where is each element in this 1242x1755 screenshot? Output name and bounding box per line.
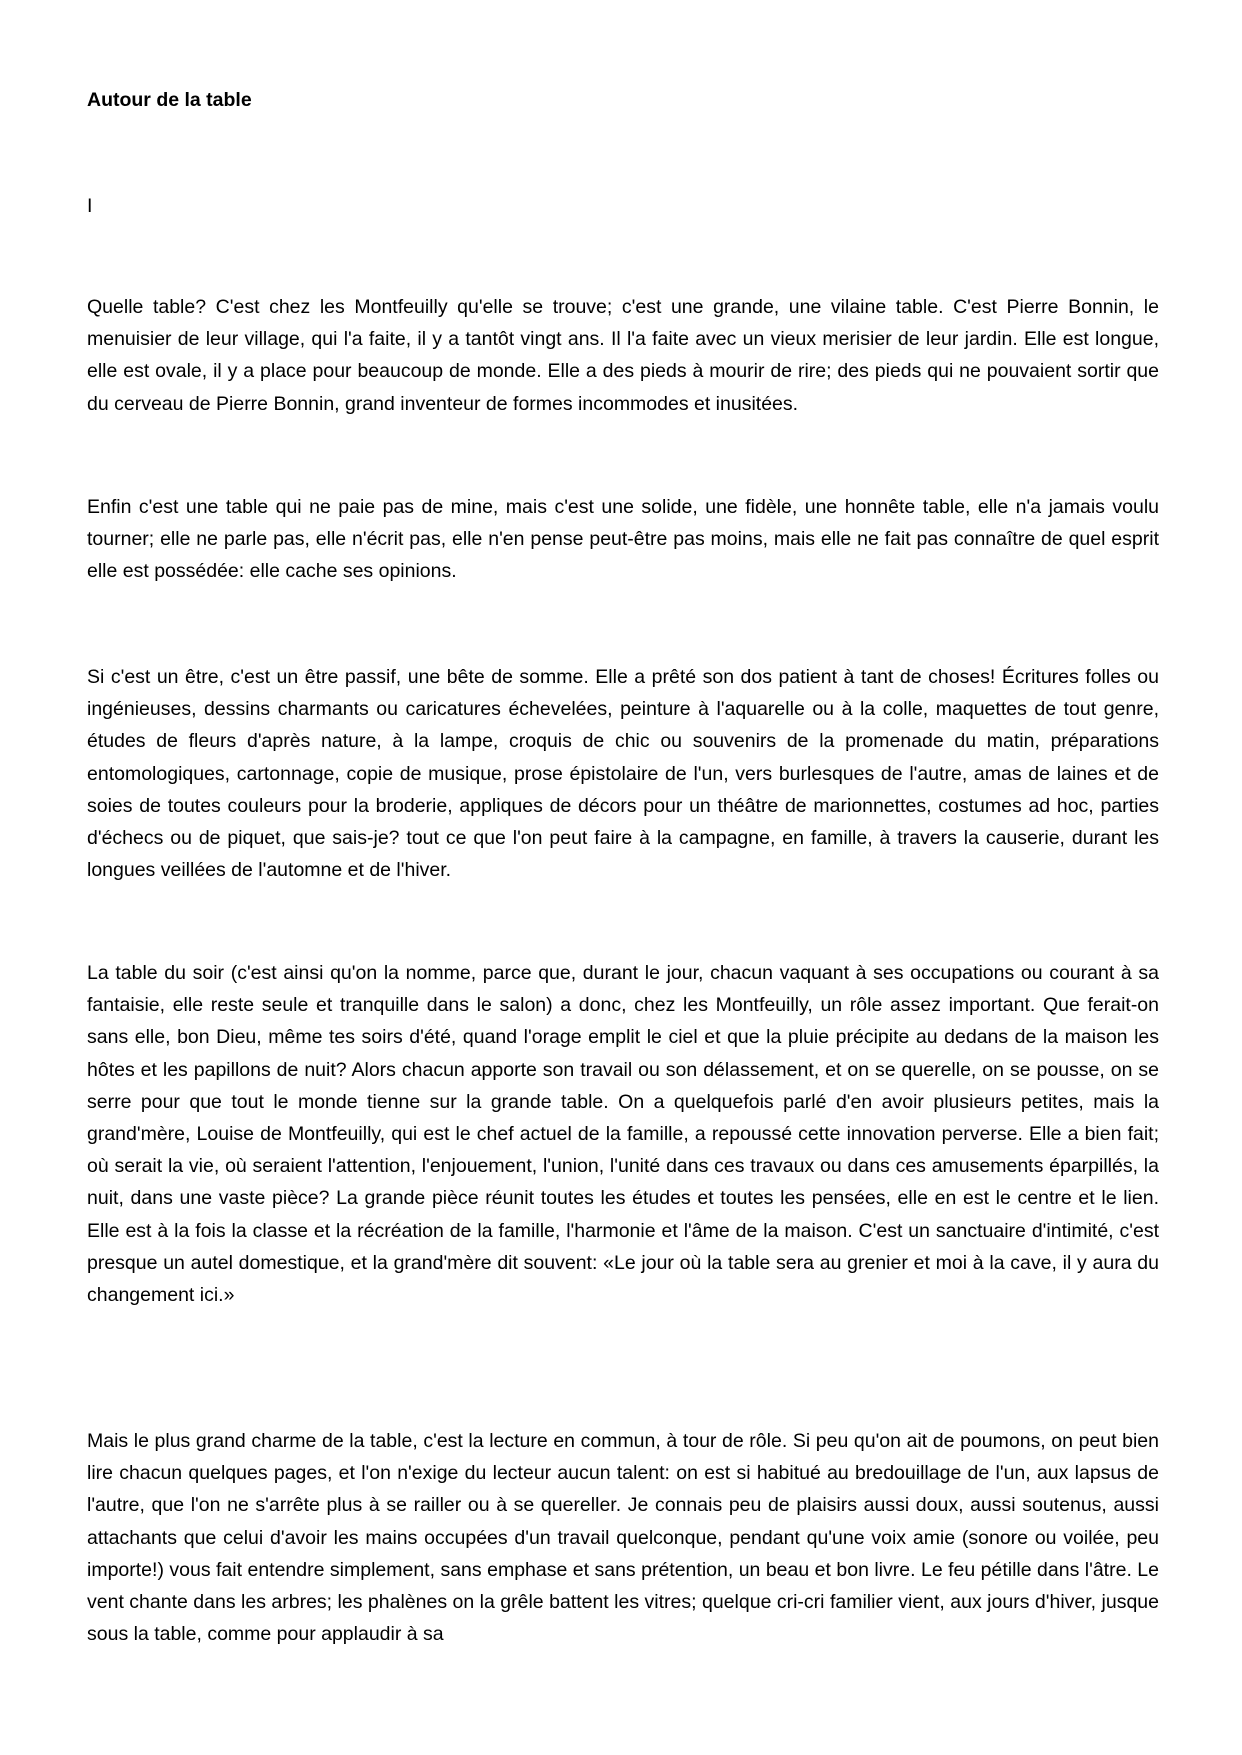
paragraph-5: Mais le plus grand charme de la table, c'est la lecture en commun, à tour de rôle. Si peu qu'on ait de poumons, on peut bien lire chacun quelques pages, et l'on n'exige du lecteur aucun talent: on est si habitué au bredouillage de l'un, aux lapsus de l'autre, que l'on ne s'arrête plus à se railler ou à se quereller. Je connais peu de plaisirs aussi doux, aussi soutenus, aussi attachants que celui d'avoir les mains occupées d'un travail quelconque, pendant qu'une voix amie (sonore ou voilée, peu importe!) vous fait entendre simplement, sans emphase et sans prétention, un beau et bon livre. Le feu pétille dans l'âtre. Le vent chante dans les arbres; les phalènes on la grêle battent les vitres; quelque cri-cri familier vient, aux jours d'hiver, jusque sous la table, comme pour applaudir à sa <box>87 1430 1159 1646</box>
paragraph-3: Si c'est un être, c'est un être passif, une bête de somme. Elle a prêté son dos patient à tant de choses! Écritures folles ou ingénieuses, dessins charmants ou caricatures échevelées, peinture à l'aquarelle ou à la colle, maquettes de tout genre, études de fleurs d'après nature, à la lampe, croquis de chic ou souvenirs de la promenade du matin, préparations entomologiques, cartonnage, copie de musique, prose épistolaire de l'un, vers burlesques de l'autre, amas de laines et de soies de toutes couleurs pour la broderie, appliques de décors pour un théâtre de marionnettes, costumes ad hoc, parties d'échecs ou de piquet, que sais-je? tout ce que l'on peut faire à la campagne, en famille, à travers la causerie, durant les longues veillées de l'automne et de l'hiver. <box>87 666 1159 882</box>
paragraph-4: La table du soir (c'est ainsi qu'on la nomme, parce que, durant le jour, chacun vaquant à ses occupations ou courant à sa fantaisie, elle reste seule et tranquille dans le salon) a donc, chez les Montfeuilly, un rôle assez important. Que ferait-on sans elle, bon Dieu, même tes soirs d'été, quand l'orage emplit le ciel et que la pluie précipite au dedans de la maison les hôtes et les papillons de nuit? Alors chacun apporte son travail ou son délassement, et on se querelle, on se pousse, on se serre pour que tout le monde tienne sur la grande table. On a quelquefois parlé d'en avoir plusieurs petites, mais la grand'mère, Louise de Montfeuilly, qui est le chef actuel de la famille, a repoussé cette innovation perverse. Elle a bien fait; où serait la vie, où seraient l'attention, l'enjouement, l'union, l'unité dans ces travaux ou dans ces amusements éparpillés, la nuit, dans une vaste pièce? La grande pièce réunit toutes les études et toutes les pensées, elle en est le centre et le lien. Elle est à la fois la classe et la récréation de la famille, l'harmonie et l'âme de la maison. C'est un sanctuaire d'intimité, c'est presque un autel domestique, et la grand'mère dit souvent: «Le jour où la table sera au grenier et moi à la cave, il y aura du changement ici.» <box>87 962 1159 1307</box>
paragraph-1: Quelle table? C'est chez les Montfeuilly qu'elle se trouve; c'est une grande, une vilaine table. C'est Pierre Bonnin, le menuisier de leur village, qui l'a faite, il y a tantôt vingt ans. Il l'a faite avec un vieux merisier de leur jardin. Elle est longue, elle est ovale, il y a place pour beaucoup de monde. Elle a des pieds à mourir de rire; des pieds qui ne pouvaient sortir que du cerveau de Pierre Bonnin, grand inventeur de formes incommodes et inusitées. <box>87 296 1159 415</box>
document-title: Autour de la table <box>87 89 252 111</box>
chapter-number: I <box>87 195 93 217</box>
paragraph-2: Enfin c'est une table qui ne paie pas de mine, mais c'est une solide, une fidèle, une honnête table, elle n'a jamais voulu tourner; elle ne parle pas, elle n'écrit pas, elle n'en pense peut-être pas moins, mais elle ne fait pas connaître de quel esprit elle est possédée: elle cache ses opinions. <box>87 496 1159 583</box>
